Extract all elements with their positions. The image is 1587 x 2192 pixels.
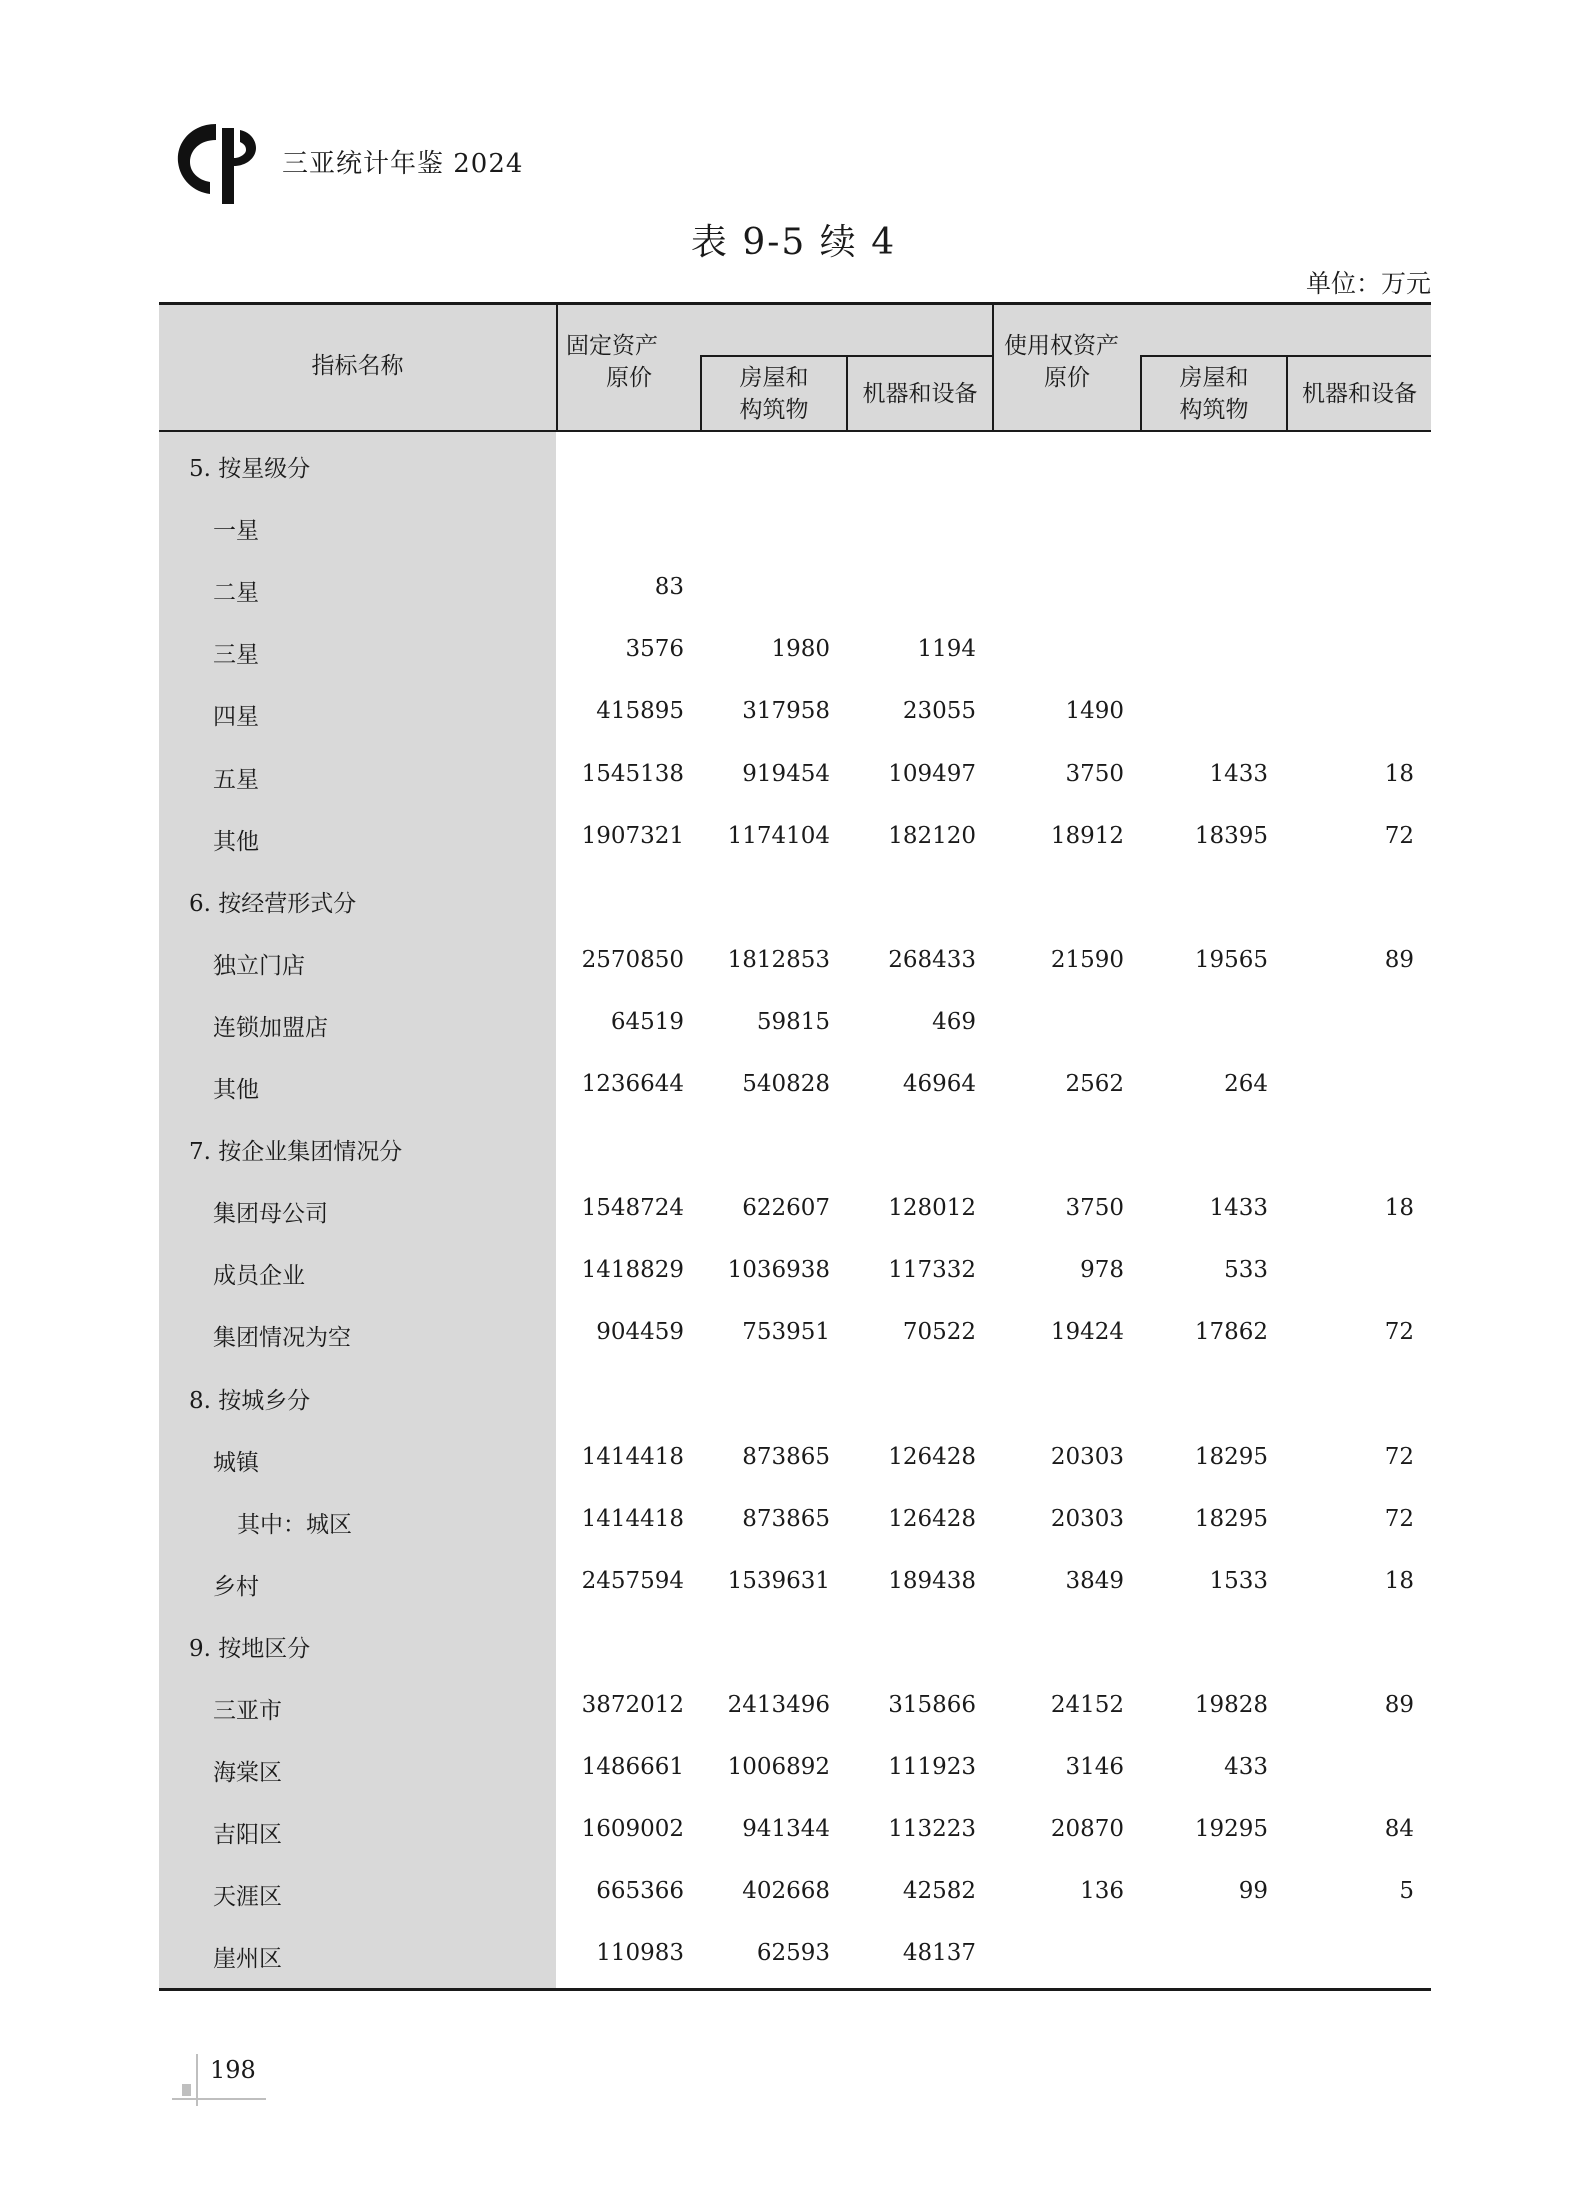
cell-value: 941344 xyxy=(742,1816,830,1843)
cell-value: 3750 xyxy=(1065,1195,1124,1222)
table-row xyxy=(159,931,1431,993)
row-label: 崖州区 xyxy=(213,1946,282,1973)
book-title: 三亚统计年鉴 2024 xyxy=(282,149,524,179)
row-label: 天涯区 xyxy=(213,1884,282,1911)
cell-value: 20303 xyxy=(1050,1443,1124,1470)
cell-value: 3576 xyxy=(625,636,684,663)
row-label: 其中：城区 xyxy=(237,1511,352,1538)
cell-value: 5 xyxy=(1399,1878,1414,1905)
table-bottom-rule xyxy=(159,1988,1431,1991)
cell-value: 268433 xyxy=(888,946,976,973)
footer-square-icon xyxy=(182,2084,191,2096)
col-header-ur-machinery: 机器和设备 xyxy=(1302,381,1417,407)
cell-value: 18 xyxy=(1384,1567,1414,1594)
table-row xyxy=(159,993,1431,1055)
cell-value: 2413496 xyxy=(727,1692,830,1718)
row-label: 三星 xyxy=(213,642,259,669)
cell-value: 20303 xyxy=(1050,1505,1124,1532)
row-label: 三亚市 xyxy=(213,1698,282,1724)
cell-value: 1812853 xyxy=(727,946,830,973)
col-header-ur-buildings: 房屋和 构筑物 xyxy=(1179,365,1249,423)
cell-value: 402668 xyxy=(742,1878,830,1905)
cell-value: 19828 xyxy=(1194,1692,1268,1718)
table-row xyxy=(159,1490,1431,1552)
row-label: 吉阳区 xyxy=(213,1822,282,1849)
table-row xyxy=(159,807,1431,869)
row-label: 连锁加盟店 xyxy=(213,1014,328,1041)
cell-value: 1907321 xyxy=(581,822,684,849)
row-label: 四星 xyxy=(213,704,259,731)
table-title: 表 9-5 续 4 xyxy=(690,222,897,263)
row-label: 五星 xyxy=(213,766,259,793)
cell-value: 1433 xyxy=(1209,1195,1268,1222)
cell-value: 18 xyxy=(1384,1195,1414,1222)
row-label: 5. 按星级分 xyxy=(189,456,311,482)
cell-value: 978 xyxy=(1080,1257,1124,1284)
cell-value: 1414418 xyxy=(581,1443,684,1470)
cell-value: 18295 xyxy=(1194,1505,1268,1532)
cell-value: 84 xyxy=(1384,1816,1414,1843)
table-row xyxy=(159,1241,1431,1303)
row-label: 乡村 xyxy=(213,1573,259,1600)
cell-value: 18912 xyxy=(1050,822,1124,849)
table-row xyxy=(159,869,1431,931)
cell-value: 1539631 xyxy=(727,1567,830,1594)
cell-value: 18 xyxy=(1384,760,1414,787)
table-row xyxy=(159,620,1431,682)
row-label: 6. 按经营形式分 xyxy=(189,890,357,917)
cell-value: 533 xyxy=(1224,1257,1268,1284)
table-row xyxy=(159,1179,1431,1241)
row-label: 独立门店 xyxy=(213,952,305,979)
cell-value: 1036938 xyxy=(727,1257,830,1284)
cell-value: 1418829 xyxy=(581,1257,684,1284)
cell-value: 1548724 xyxy=(581,1195,684,1222)
table-row xyxy=(159,1366,1431,1428)
cell-value: 113223 xyxy=(888,1816,976,1843)
cell-value: 919454 xyxy=(742,760,830,787)
table-row xyxy=(159,1552,1431,1614)
cell-value: 1545138 xyxy=(581,760,684,787)
cell-value: 72 xyxy=(1384,822,1414,849)
cell-value: 89 xyxy=(1384,1692,1414,1718)
cell-value: 540828 xyxy=(742,1071,830,1097)
table-row xyxy=(159,1800,1431,1862)
footer-underline xyxy=(172,2098,266,2100)
cell-value: 182120 xyxy=(888,822,976,849)
table-row xyxy=(159,745,1431,807)
cell-value: 3872012 xyxy=(581,1692,684,1718)
cell-value: 469 xyxy=(932,1008,976,1035)
row-label: 成员企业 xyxy=(213,1263,305,1290)
cell-value: 315866 xyxy=(888,1692,976,1718)
row-label: 8. 按城乡分 xyxy=(189,1387,311,1414)
col-header-indicator: 指标名称 xyxy=(311,353,404,379)
row-label: 一星 xyxy=(213,518,259,545)
cell-value: 2570850 xyxy=(581,946,684,973)
vrule-1 xyxy=(556,302,558,431)
row-label: 集团母公司 xyxy=(213,1201,328,1228)
cell-value: 48137 xyxy=(902,1940,976,1967)
yearbook-logo-icon xyxy=(170,118,262,208)
table-row xyxy=(159,434,1431,496)
table-row xyxy=(159,558,1431,620)
cell-value: 3146 xyxy=(1065,1754,1124,1781)
cell-value: 873865 xyxy=(742,1505,830,1532)
cell-value: 72 xyxy=(1384,1443,1414,1470)
cell-value: 415895 xyxy=(596,698,684,725)
table-row xyxy=(159,682,1431,744)
cell-value: 20870 xyxy=(1050,1816,1124,1843)
vrule-4 xyxy=(992,302,994,431)
cell-value: 2457594 xyxy=(581,1567,684,1594)
row-label: 其他 xyxy=(213,828,259,855)
cell-value: 753951 xyxy=(742,1319,830,1346)
cell-value: 42582 xyxy=(902,1878,976,1905)
col-header-fixed-assets: 固定资产 原价 xyxy=(566,333,658,391)
cell-value: 665366 xyxy=(596,1878,684,1905)
cell-value: 72 xyxy=(1384,1319,1414,1346)
cell-value: 1490 xyxy=(1065,698,1124,725)
cell-value: 109497 xyxy=(888,760,976,787)
row-label: 7. 按企业集团情况分 xyxy=(189,1139,403,1166)
cell-value: 18295 xyxy=(1194,1443,1268,1470)
cell-value: 62593 xyxy=(756,1940,830,1967)
cell-value: 1194 xyxy=(917,636,976,663)
cell-value: 1609002 xyxy=(581,1816,684,1843)
cell-value: 110983 xyxy=(596,1940,684,1967)
cell-value: 21590 xyxy=(1050,946,1124,973)
cell-value: 1486661 xyxy=(581,1754,684,1781)
cell-value: 1433 xyxy=(1209,760,1268,787)
cell-value: 1006892 xyxy=(727,1754,830,1781)
table-row xyxy=(159,1676,1431,1738)
table-row xyxy=(159,496,1431,558)
header-bottom-rule xyxy=(159,430,1431,432)
cell-value: 873865 xyxy=(742,1443,830,1470)
cell-value: 1174104 xyxy=(727,822,830,849)
table-row xyxy=(159,1614,1431,1676)
col-header-buildings: 房屋和 构筑物 xyxy=(739,365,809,423)
cell-value: 136 xyxy=(1080,1878,1124,1905)
cell-value: 83 xyxy=(654,574,684,601)
cell-value: 117332 xyxy=(888,1257,976,1284)
cell-value: 3849 xyxy=(1065,1567,1124,1594)
cell-value: 433 xyxy=(1224,1754,1268,1781)
cell-value: 1533 xyxy=(1209,1567,1268,1594)
table-row xyxy=(159,1055,1431,1117)
cell-value: 89 xyxy=(1384,946,1414,973)
cell-value: 3750 xyxy=(1065,760,1124,787)
row-label: 海棠区 xyxy=(213,1760,282,1787)
cell-value: 64519 xyxy=(610,1008,684,1035)
row-label: 其他 xyxy=(213,1077,259,1103)
unit-label: 单位：万元 xyxy=(1305,269,1431,298)
cell-value: 189438 xyxy=(888,1567,976,1594)
cell-value: 126428 xyxy=(888,1505,976,1532)
row-label: 城镇 xyxy=(213,1449,259,1476)
cell-value: 23055 xyxy=(902,698,976,725)
table-row xyxy=(159,1303,1431,1365)
row-label: 集团情况为空 xyxy=(213,1325,351,1352)
cell-value: 46964 xyxy=(902,1071,976,1097)
cell-value: 1236644 xyxy=(581,1071,684,1097)
cell-value: 1980 xyxy=(771,636,830,663)
cell-value: 1414418 xyxy=(581,1505,684,1532)
table-row xyxy=(159,1862,1431,1924)
cell-value: 622607 xyxy=(742,1195,830,1222)
table-row xyxy=(159,1117,1431,1179)
cell-value: 2562 xyxy=(1065,1071,1124,1097)
cell-value: 126428 xyxy=(888,1443,976,1470)
cell-value: 99 xyxy=(1238,1878,1268,1905)
cell-value: 111923 xyxy=(888,1754,976,1781)
row-label: 二星 xyxy=(213,580,259,607)
cell-value: 19565 xyxy=(1194,946,1268,973)
col-header-machinery: 机器和设备 xyxy=(862,381,978,407)
cell-value: 264 xyxy=(1224,1071,1268,1097)
cell-value: 19295 xyxy=(1194,1816,1268,1843)
table-row xyxy=(159,1924,1431,1986)
table-top-rule xyxy=(159,302,1431,305)
table-row xyxy=(159,1738,1431,1800)
table-row xyxy=(159,1428,1431,1490)
cell-value: 72 xyxy=(1384,1505,1414,1532)
cell-value: 24152 xyxy=(1050,1692,1124,1718)
col-header-use-rights: 使用权资产 原价 xyxy=(1004,333,1119,391)
cell-value: 904459 xyxy=(596,1319,684,1346)
page-header xyxy=(170,118,262,208)
cell-value: 128012 xyxy=(888,1195,976,1222)
cell-value: 59815 xyxy=(756,1008,830,1035)
cell-value: 17862 xyxy=(1194,1319,1268,1346)
cell-value: 18395 xyxy=(1194,822,1268,849)
cell-value: 317958 xyxy=(742,698,830,725)
row-label: 9. 按地区分 xyxy=(189,1635,311,1662)
cell-value: 19424 xyxy=(1050,1319,1124,1346)
cell-value: 70522 xyxy=(902,1319,976,1346)
page-number: 198 xyxy=(210,2056,256,2084)
